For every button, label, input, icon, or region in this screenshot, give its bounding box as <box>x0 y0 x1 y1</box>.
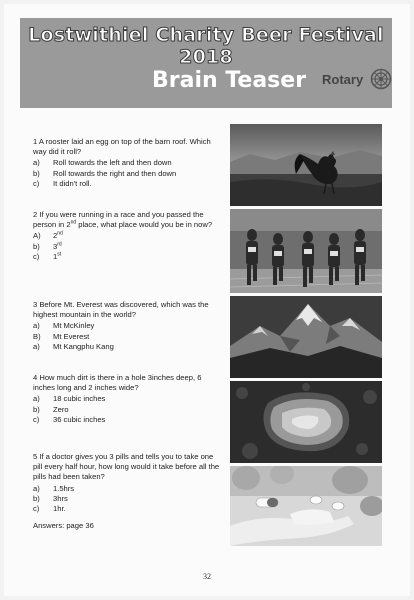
question-text: 4 How much dirt is there in a hole 3inches deep, 6 inches long and 2 inches wide? <box>33 373 202 393</box>
hole-photo <box>230 381 382 463</box>
question-1 <box>33 137 223 189</box>
page-title: Brain Teaser <box>152 68 307 93</box>
option-a: a) 18 cubic inches <box>33 394 106 404</box>
option-c: a) Mt Kangphu Kang <box>33 341 114 351</box>
option-b: b) 3hrs <box>33 493 68 503</box>
option-c: c) 1st <box>33 251 62 261</box>
option-b: b) Roll towards the right and then down <box>33 168 177 178</box>
answers-note: Answers: page 36 <box>33 521 94 530</box>
question-3 <box>33 300 223 352</box>
runners-photo <box>230 209 382 293</box>
festival-title: Lostwithiel Charity Beer Festival 2018 <box>28 24 384 68</box>
option-a: a) 1.5hrs <box>33 483 75 493</box>
question-text: 5 If a doctor gives you 3 pills and tells you to take one pill every half hour, how long would it take before all the pills had been taken? <box>33 452 220 482</box>
question-text: 2 If you were running in a race and you passed the person in 2nd place, what place would you be in now? <box>33 210 213 230</box>
page-number: 32 <box>203 572 211 581</box>
option-b: B) Mt Everest <box>33 331 90 341</box>
option-b: b) 3rd <box>33 241 62 251</box>
option-c: c) 36 cubic inches <box>33 414 106 424</box>
pills-photo <box>230 466 382 546</box>
question-text: 1 A rooster laid an egg on top of the barn roof. Which way did it roll? <box>33 137 211 157</box>
question-4 <box>33 373 223 425</box>
option-c: c) It didn't roll. <box>33 178 92 188</box>
rooster-photo <box>230 124 382 206</box>
option-c: c) 1hr. <box>33 504 66 514</box>
question-text: 3 Before Mt. Everest was discovered, which was the highest mountain in the world? <box>33 300 209 320</box>
rotary-wheel-icon <box>370 68 392 90</box>
option-a: A) 2nd <box>33 230 63 241</box>
option-a: a) Roll towards the left and then down <box>33 158 172 168</box>
option-a: a) Mt McKinley <box>33 321 95 331</box>
question-5 <box>33 452 223 514</box>
rotary-logo-text: Rotary <box>322 72 364 87</box>
question-2 <box>33 210 223 262</box>
option-b: b) Zero <box>33 404 69 414</box>
header-banner <box>20 18 392 108</box>
mountain-photo <box>230 296 382 378</box>
